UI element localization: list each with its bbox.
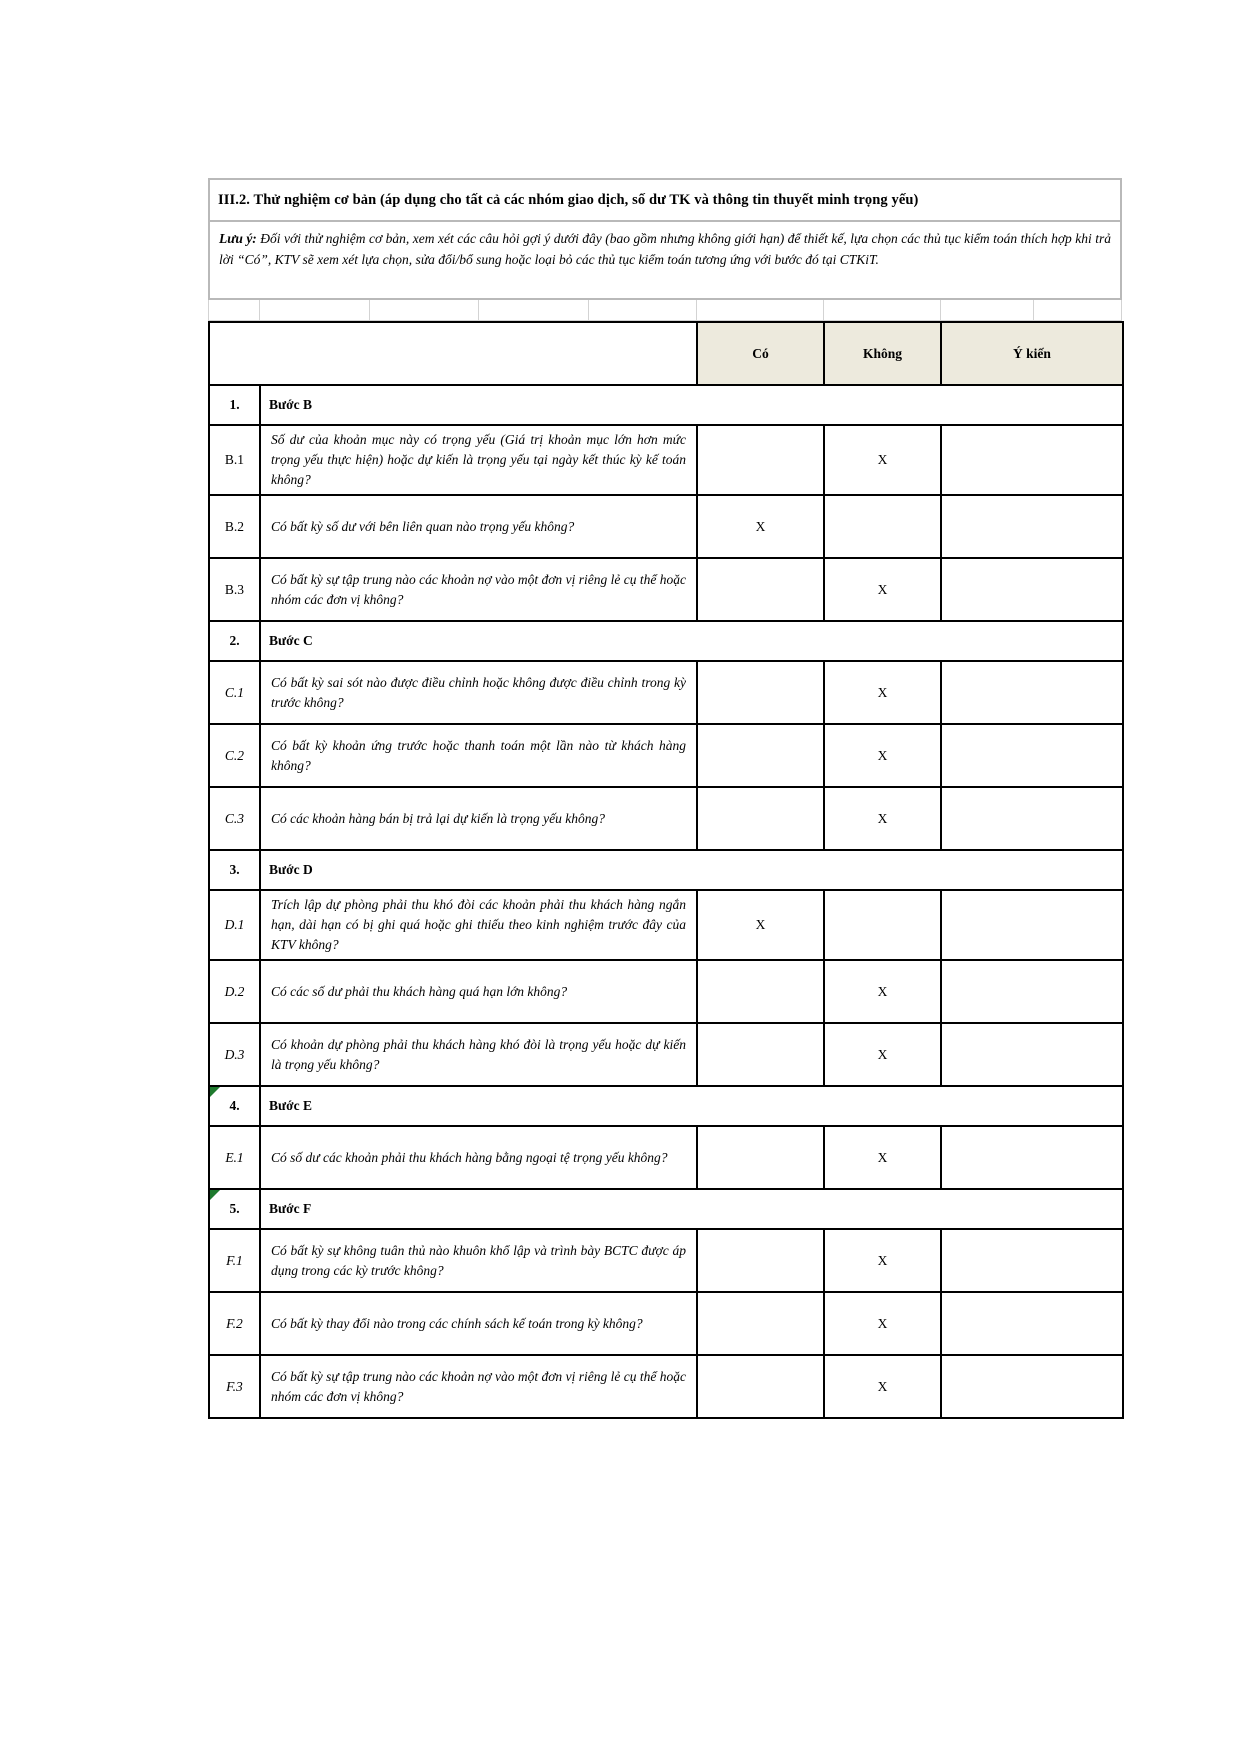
page-title: III.2. Thử nghiệm cơ bản (áp dụng cho tất cả các nhóm giao dịch, số dư TK và thông tin thuyết minh trọng yếu) — [218, 191, 919, 208]
column-header-yes: Có — [697, 322, 824, 385]
question-id-cell: C.1 — [209, 661, 260, 724]
question-row — [209, 787, 1123, 850]
question-row — [209, 1023, 1123, 1086]
question-text-cell: Có bất kỳ khoản ứng trước hoặc thanh toán một lần nào từ khách hàng không? — [260, 724, 697, 787]
excel-flag-triangle — [210, 1190, 220, 1200]
checklist-table — [208, 321, 1124, 1419]
question-text-cell: Có bất kỳ thay đổi nào trong các chính sách kế toán trong kỳ không? — [260, 1292, 697, 1355]
question-row — [209, 1229, 1123, 1292]
section-number: 5. — [229, 1201, 240, 1216]
section-number: 1. — [229, 397, 240, 412]
question-id-cell: C.3 — [209, 787, 260, 850]
answer-yes-cell[interactable] — [697, 724, 824, 787]
section-row — [209, 1189, 1123, 1229]
section-label: Bước B — [260, 385, 1123, 425]
answer-no-cell[interactable]: X — [824, 960, 941, 1023]
section-title-box — [208, 178, 1122, 222]
section-number-cell — [209, 1086, 260, 1126]
question-id-cell: C.2 — [209, 724, 260, 787]
question-id-cell: B.2 — [209, 495, 260, 558]
section-label: Bước C — [260, 621, 1123, 661]
grid-cell — [208, 300, 259, 320]
answer-no-cell[interactable]: X — [824, 724, 941, 787]
grid-cell — [1033, 300, 1122, 320]
question-text-cell: Có bất kỳ số dư với bên liên quan nào trọng yếu không? — [260, 495, 697, 558]
question-text-cell: Trích lập dự phòng phải thu khó đòi các khoản phải thu khách hàng ngắn hạn, dài hạn có bị ghi quá hoặc ghi thiếu theo kinh nghiệm trước đây của KTV không? — [260, 890, 697, 960]
question-row — [209, 661, 1123, 724]
column-header-opinion: Ý kiến — [941, 322, 1123, 385]
column-header-no: Không — [824, 322, 941, 385]
answer-yes-cell[interactable] — [697, 661, 824, 724]
opinion-cell[interactable] — [941, 495, 1123, 558]
answer-yes-cell[interactable] — [697, 558, 824, 621]
answer-no-cell[interactable]: X — [824, 661, 941, 724]
grid-cell — [478, 300, 588, 320]
question-text-cell: Có bất kỳ sự không tuân thủ nào khuôn khổ lập và trình bày BCTC được áp dụng trong các kỳ trước không? — [260, 1229, 697, 1292]
question-row — [209, 425, 1123, 495]
question-id-cell: D.3 — [209, 1023, 260, 1086]
question-id-cell: E.1 — [209, 1126, 260, 1189]
answer-yes-cell[interactable] — [697, 1355, 824, 1418]
section-number: 2. — [229, 633, 240, 648]
answer-yes-cell[interactable] — [697, 1229, 824, 1292]
opinion-cell[interactable] — [941, 724, 1123, 787]
grid-cell — [369, 300, 478, 320]
answer-no-cell[interactable]: X — [824, 1229, 941, 1292]
section-number: 3. — [229, 862, 240, 877]
question-text-cell: Có các số dư phải thu khách hàng quá hạn lớn không? — [260, 960, 697, 1023]
opinion-cell[interactable] — [941, 1229, 1123, 1292]
question-row — [209, 724, 1123, 787]
question-id-cell: D.1 — [209, 890, 260, 960]
note-label: Lưu ý: — [219, 231, 257, 246]
section-number-cell — [209, 385, 260, 425]
question-id-cell: B.3 — [209, 558, 260, 621]
answer-no-cell[interactable]: X — [824, 1126, 941, 1189]
answer-yes-cell[interactable]: X — [697, 495, 824, 558]
spreadsheet-gridline-row — [208, 300, 1122, 321]
question-row — [209, 1355, 1123, 1418]
section-row — [209, 1086, 1123, 1126]
question-text-cell: Có bất kỳ sự tập trung nào các khoản nợ vào một đơn vị riêng lẻ cụ thể hoặc nhóm các đơn vị không? — [260, 558, 697, 621]
answer-yes-cell[interactable] — [697, 787, 824, 850]
grid-cell — [259, 300, 369, 320]
question-row — [209, 495, 1123, 558]
answer-yes-cell[interactable] — [697, 960, 824, 1023]
grid-cell — [696, 300, 823, 320]
answer-no-cell[interactable]: X — [824, 787, 941, 850]
opinion-cell[interactable] — [941, 787, 1123, 850]
section-row — [209, 621, 1123, 661]
question-text-cell: Có khoản dự phòng phải thu khách hàng khó đòi là trọng yếu hoặc dự kiến là trọng yếu không? — [260, 1023, 697, 1086]
answer-yes-cell[interactable] — [697, 1023, 824, 1086]
question-text-cell: Số dư của khoản mục này có trọng yếu (Giá trị khoản mục lớn hơn mức trọng yếu thực hiện) hoặc dự kiến là trọng yếu tại ngày kết thúc kỳ kế toán không? — [260, 425, 697, 495]
section-number-cell — [209, 850, 260, 890]
answer-no-cell[interactable]: X — [824, 425, 941, 495]
answer-no-cell[interactable] — [824, 890, 941, 960]
question-id-cell: D.2 — [209, 960, 260, 1023]
grid-cell — [588, 300, 696, 320]
question-text-cell: Có bất kỳ sai sót nào được điều chỉnh hoặc không được điều chỉnh trong kỳ trước không? — [260, 661, 697, 724]
header-spacer-cell — [209, 322, 697, 385]
question-text-cell: Có các khoản hàng bán bị trả lại dự kiến là trọng yếu không? — [260, 787, 697, 850]
opinion-cell[interactable] — [941, 1126, 1123, 1189]
document-sheet — [208, 178, 1122, 1419]
opinion-cell[interactable] — [941, 1023, 1123, 1086]
answer-yes-cell[interactable] — [697, 1292, 824, 1355]
section-number-cell — [209, 621, 260, 661]
grid-cell — [823, 300, 940, 320]
question-text-cell: Có bất kỳ sự tập trung nào các khoản nợ vào một đơn vị riêng lẻ cụ thể hoặc nhóm các đơn vị không? — [260, 1355, 697, 1418]
opinion-cell[interactable] — [941, 960, 1123, 1023]
question-row — [209, 890, 1123, 960]
note-text: Đối với thử nghiệm cơ bản, xem xét các câu hỏi gợi ý dưới đây (bao gồm nhưng không giới hạn) để thiết kế, lựa chọn các thủ tục kiểm toán thích hợp khi trả lời “Có”, KTV sẽ xem xét lựa chọn, sửa đổi/bổ sung hoặc loại bỏ các thủ tục kiểm toán tương ứng với bước đó tại CTKiT. — [219, 231, 1111, 267]
section-label: Bước D — [260, 850, 1123, 890]
answer-yes-cell[interactable] — [697, 425, 824, 495]
opinion-cell[interactable] — [941, 890, 1123, 960]
answer-yes-cell[interactable]: X — [697, 890, 824, 960]
opinion-cell[interactable] — [941, 1292, 1123, 1355]
opinion-cell[interactable] — [941, 425, 1123, 495]
answer-no-cell[interactable]: X — [824, 1355, 941, 1418]
section-number: 4. — [229, 1098, 240, 1113]
section-number-cell — [209, 1189, 260, 1229]
question-row — [209, 960, 1123, 1023]
grid-cell — [940, 300, 1033, 320]
section-label: Bước F — [260, 1189, 1123, 1229]
note-box — [208, 220, 1122, 300]
answer-no-cell[interactable]: X — [824, 1023, 941, 1086]
question-row — [209, 558, 1123, 621]
question-id-cell: F.1 — [209, 1229, 260, 1292]
answer-no-cell[interactable] — [824, 495, 941, 558]
section-row — [209, 385, 1123, 425]
answer-no-cell[interactable]: X — [824, 558, 941, 621]
opinion-cell[interactable] — [941, 558, 1123, 621]
answer-yes-cell[interactable] — [697, 1126, 824, 1189]
question-id-cell: F.3 — [209, 1355, 260, 1418]
excel-flag-triangle — [210, 1087, 220, 1097]
question-id-cell: F.2 — [209, 1292, 260, 1355]
table-header-row — [209, 322, 1123, 385]
question-row — [209, 1126, 1123, 1189]
question-id-cell: B.1 — [209, 425, 260, 495]
answer-no-cell[interactable]: X — [824, 1292, 941, 1355]
question-row — [209, 1292, 1123, 1355]
opinion-cell[interactable] — [941, 661, 1123, 724]
opinion-cell[interactable] — [941, 1355, 1123, 1418]
section-label: Bước E — [260, 1086, 1123, 1126]
section-row — [209, 850, 1123, 890]
question-text-cell: Có số dư các khoản phải thu khách hàng bằng ngoại tệ trọng yếu không? — [260, 1126, 697, 1189]
